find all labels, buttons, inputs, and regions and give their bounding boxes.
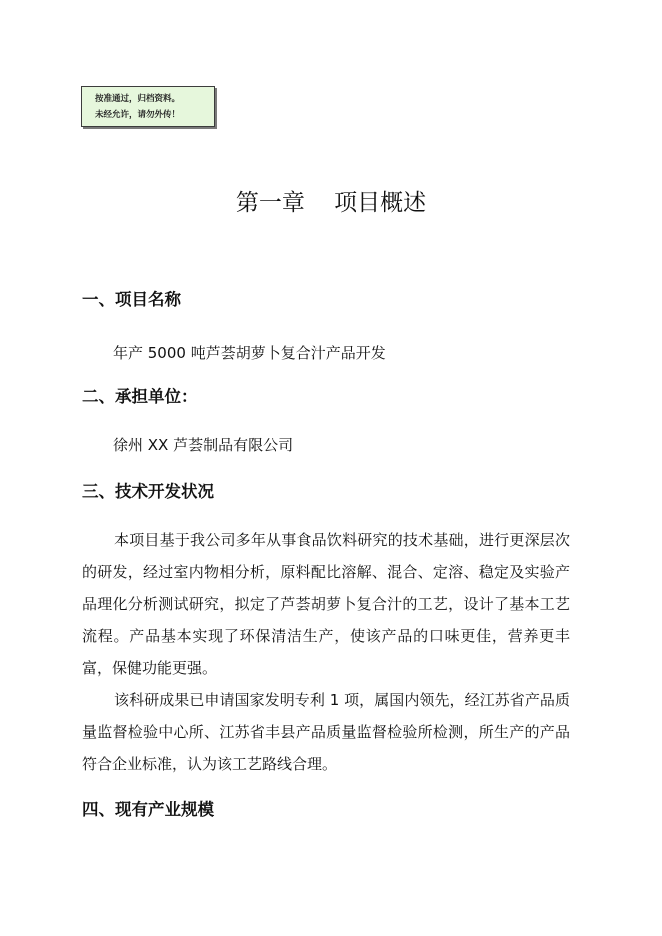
- section-heading-project-name: 一、项目名称: [82, 290, 181, 309]
- tech-status-paragraph-1: 本项目基于我公司多年从事食品饮料研究的技术基础，进行更深层次的研发，经过室内物相分析，原料配比溶解、混合、定溶、稳定及实验产品理化分析测试研究，拟定了芦荟胡萝卜复合汁的工艺，设计了基本工艺流程。产品基本实现了环保清洁生产，使该产品的口味更佳，营养更丰富，保健功能更强。: [82, 531, 570, 677]
- section-heading-undertaking-unit: 二、承担单位：: [82, 387, 198, 406]
- tech-status-paragraph-2: 该科研成果已申请国家发明专利 1 项，属国内领先，经江苏省产品质量监督检验中心所、江苏省丰县产品质量监督检验所检测，所生产的产品符合企业标准，认为该工艺路线合理。: [82, 691, 570, 773]
- section-heading-industry-scale: 四、现有产业规模: [82, 800, 214, 819]
- section-heading-tech-status: 三、技术开发状况: [82, 482, 214, 501]
- chapter-title: 第一章 项目概述: [235, 190, 427, 216]
- notice-line-1: 按准通过，归档资料。: [95, 94, 181, 104]
- project-name-text: 年产 5000 吨芦荟胡萝卜复合汁产品开发: [113, 344, 386, 362]
- undertaking-unit-text: 徐州 XX 芦荟制品有限公司: [113, 436, 294, 454]
- archive-notice-box: [81, 86, 215, 127]
- notice-line-2: 未经允许，请勿外传！: [95, 110, 181, 120]
